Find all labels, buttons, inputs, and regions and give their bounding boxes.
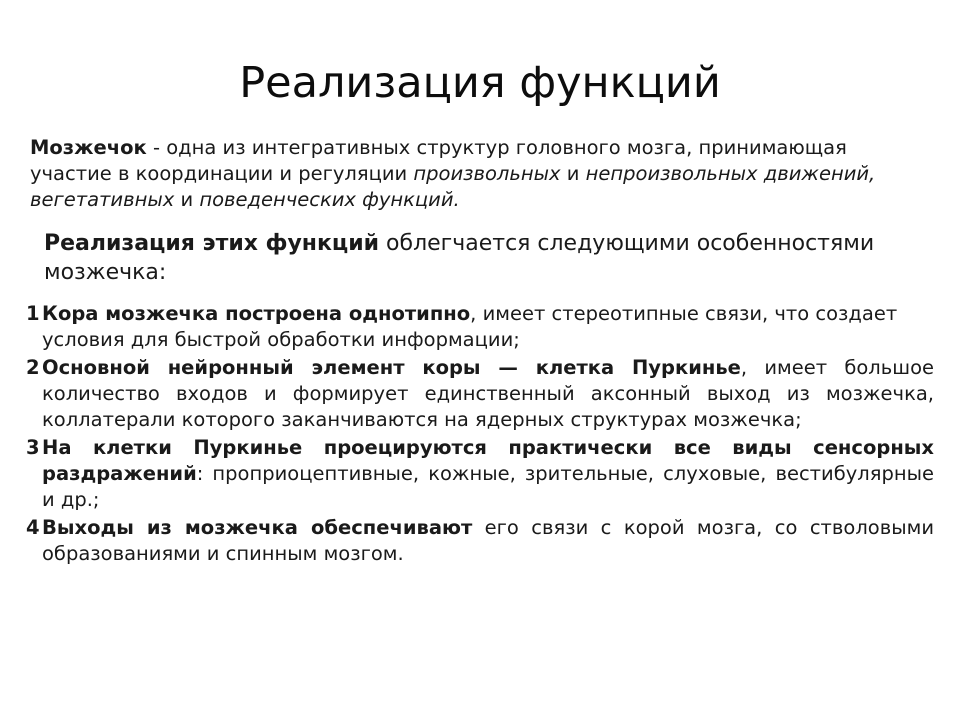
list-item-bold: На клетки Пуркинье проецируются практически все виды сенсорных раздражений xyxy=(42,436,934,485)
list-item-number: 3 xyxy=(26,436,40,460)
list-item-rest: , имеет стереотипные связи, что создает условия для быстрой обработки информации; xyxy=(42,302,898,352)
subheading-lead-term: Реализация этих функций xyxy=(44,230,380,256)
list-item-number: 1 xyxy=(26,302,40,326)
list-item-body xyxy=(42,515,934,567)
list-item-rest: , имеет большое количество входов и формирует единственный аксонный выход из мозжечка, коллатерали которого заканчиваются на ядерных структурах мозжечка; xyxy=(42,356,935,432)
list-item-number: 2 xyxy=(26,356,40,380)
subheading-text: облегчается следующими особенностями мозжечка: xyxy=(44,230,875,285)
list-item-rest: : проприоцептивные, кожные, зрительные, слуховые, вестибулярные и др.; xyxy=(42,461,934,511)
page-title: Реализация функций xyxy=(239,58,721,108)
features-list xyxy=(26,301,934,566)
list-item-body xyxy=(42,355,934,433)
intro-text-2: и xyxy=(560,162,586,186)
intro-paragraph xyxy=(30,135,930,212)
list-item-rest: его связи с корой мозга, со стволовыми образованиями и спинным мозгом. xyxy=(42,515,934,565)
intro-italic-3: поведенческих функций. xyxy=(199,187,460,211)
list-item xyxy=(26,301,934,353)
list-item xyxy=(26,515,934,567)
intro-lead-term: Мозжечок xyxy=(30,136,147,160)
list-item-number: 4 xyxy=(26,515,40,539)
list-item-bold: Основной нейронный элемент коры — клетка Пуркинье xyxy=(42,356,741,380)
list-item-bold: Кора мозжечка построена однотипно xyxy=(42,302,471,326)
list-item-body xyxy=(42,435,934,513)
intro-text-3: и xyxy=(174,187,200,211)
list-item xyxy=(26,355,934,433)
list-item-body xyxy=(42,301,934,353)
intro-italic-2: непроизвольных движений, вегетативных xyxy=(30,162,876,211)
intro-italic-1: произвольных xyxy=(413,162,561,186)
intro-text-1: - одна из интегративных структур головного мозга, принимающая участие в координации и регуляции xyxy=(30,136,847,186)
list-item xyxy=(26,435,934,513)
subheading-paragraph xyxy=(44,229,930,288)
list-item-bold: Выходы из мозжечка обеспечивают xyxy=(42,515,473,539)
